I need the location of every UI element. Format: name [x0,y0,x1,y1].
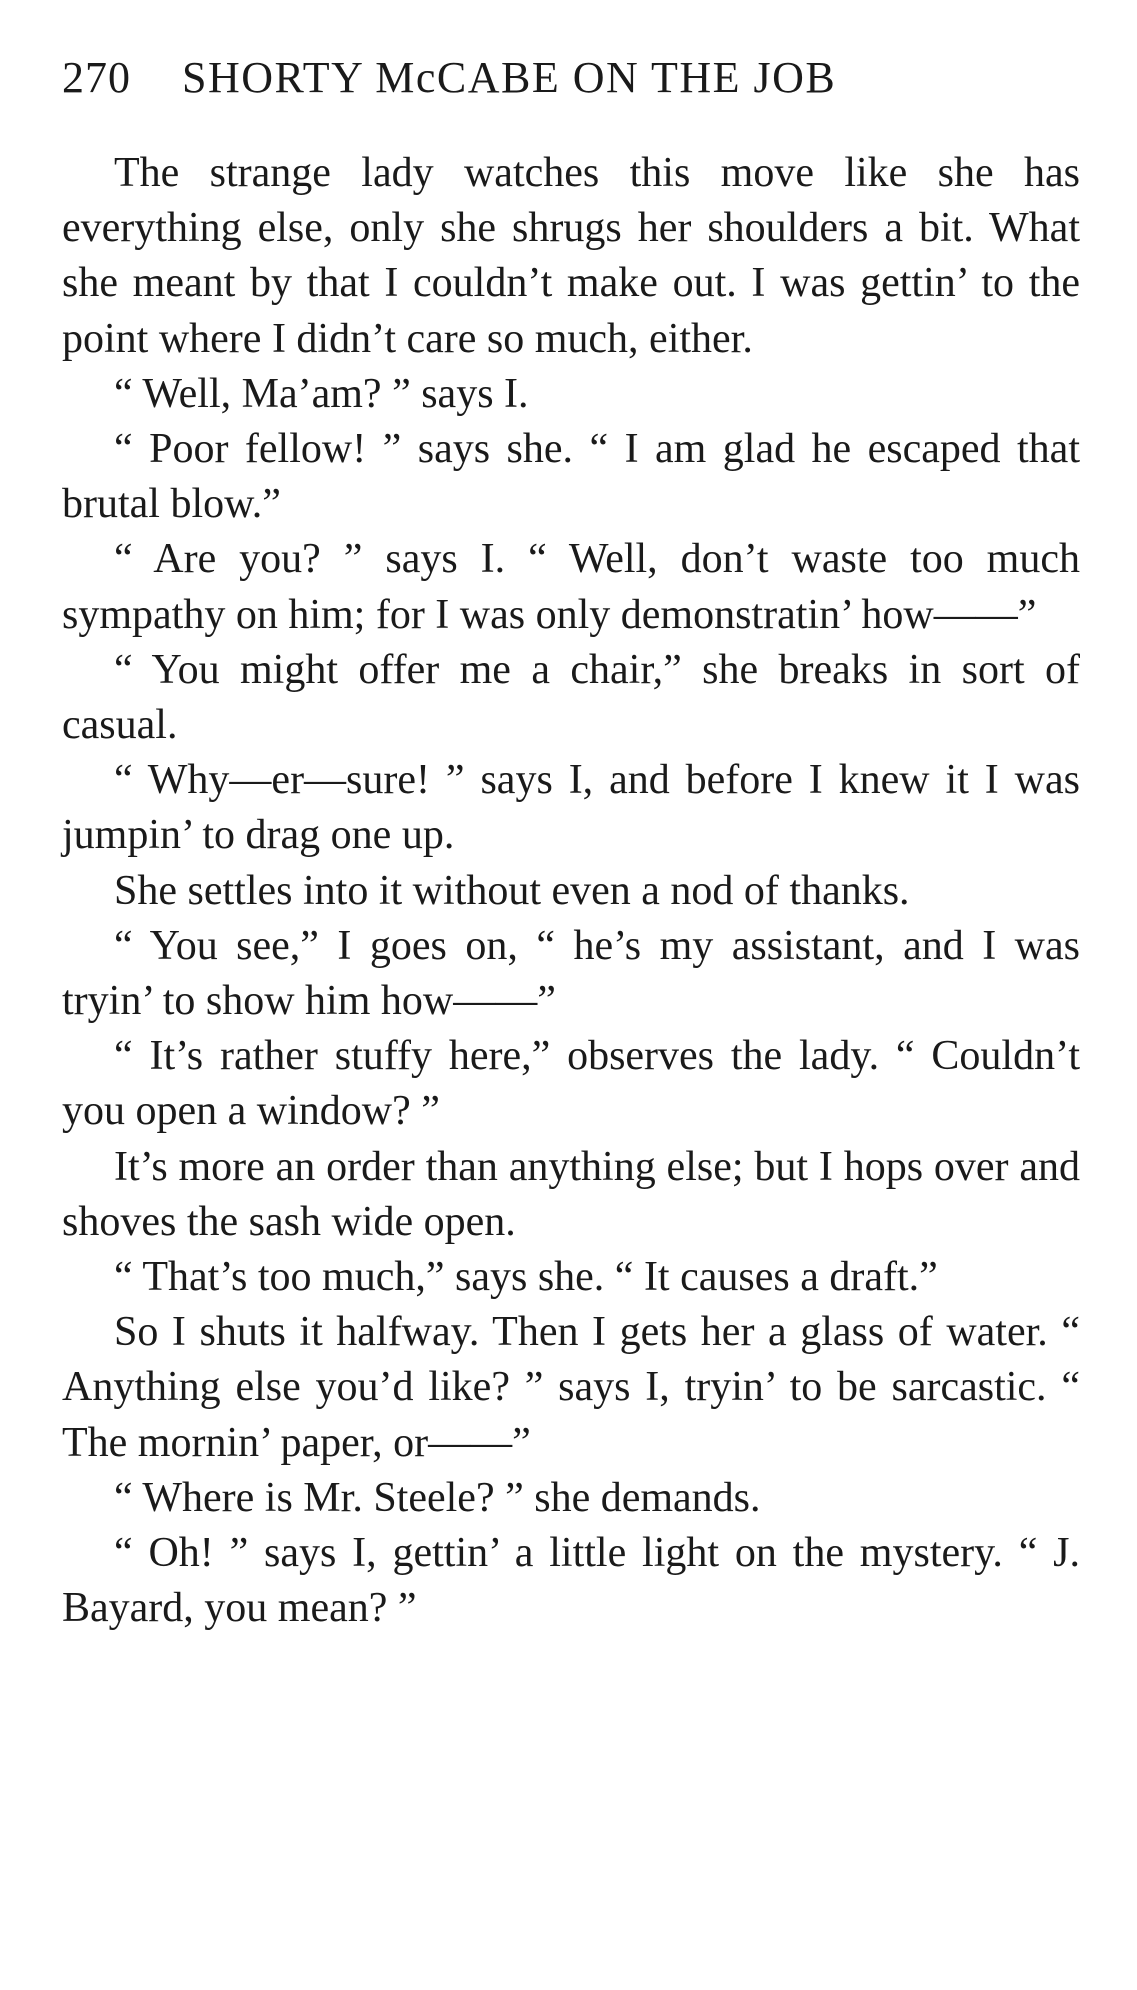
page-number: 270 [62,53,131,102]
paragraph: “ Well, Ma’am? ” says I. [114,370,529,417]
paragraph: It’s more an order than anything else; but I hops over and shoves the sash wide open. [62,1143,1080,1245]
running-title: SHORTY McCABE ON THE JOB [182,53,837,102]
paragraph: “ Why—er—sure! ” says I, and before I knew it I was jumpin’ to drag one up. [62,757,1080,859]
paragraph: “ Are you? ” says I. “ Well, don’t waste too much sympathy on him; for I was only demonstratin’ how——” [62,536,1080,638]
paragraph: “ It’s rather stuffy here,” observes the lady. “ Couldn’t you open a window? ” [62,1033,1080,1135]
paragraph: “ Poor fellow! ” says she. “ I am glad he escaped that brutal blow.” [62,426,1080,528]
body-text [62,146,1080,1636]
paragraph: The strange lady watches this move like she has everything else, only she shrugs her shoulders a bit. What she meant by that I couldn’t make out. I was gettin’ to the point where I didn’t care so much, either. [62,150,1080,362]
running-header [62,52,1080,112]
paragraph: “ You see,” I goes on, “ he’s my assistant, and I was tryin’ to show him how——” [62,922,1080,1025]
book-page [62,52,1080,1636]
paragraph: So I shuts it halfway. Then I gets her a glass of water. “ Anything else you’d like? ” says I, tryin’ to be sarcastic. “ The mornin’ paper, or——” [62,1309,1080,1466]
paragraph: “ You might offer me a chair,” she breaks in sort of casual. [62,646,1080,749]
paragraph: “ That’s too much,” says she. “ It causes a draft.” [114,1254,938,1301]
paragraph: “ Oh! ” says I, gettin’ a little light on the mystery. “ J. Bayard, you mean? ” [62,1530,1080,1632]
paragraph: “ Where is Mr. Steele? ” she demands. [114,1474,761,1521]
paragraph: She settles into it without even a nod of thanks. [114,867,910,914]
